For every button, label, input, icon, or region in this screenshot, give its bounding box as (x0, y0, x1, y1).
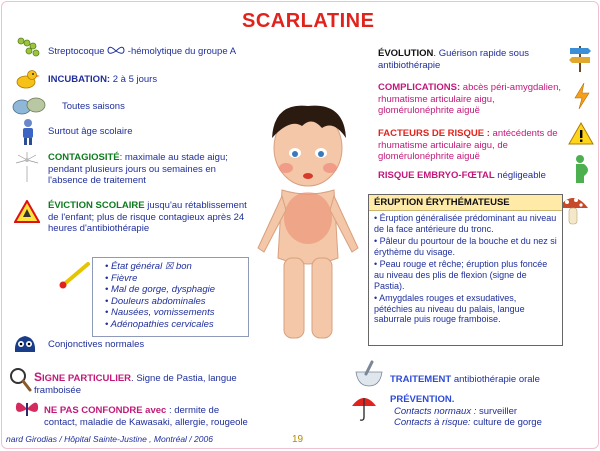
complications-value: abcès péri-amygdalien, rhumatisme articulaire aigu, glomérulonéphrite aiguë (378, 82, 562, 116)
symptom-item: • Adénopathies cervicales (105, 319, 248, 331)
agent-rest: -hémolytique du groupe A (127, 46, 237, 57)
eruption-item: • Éruption généralisée prédominant au niveau de la face antérieure du tronc. (374, 213, 557, 234)
symptom-item: • État général ☒ bon (105, 261, 248, 273)
age-text: Surtout âge scolaire (48, 126, 133, 137)
contagion-text (48, 152, 253, 187)
prevention-risk-label: Contacts à risque: (394, 417, 471, 428)
eviction-text (48, 200, 253, 235)
page-number: 19 (292, 434, 304, 445)
beta-butterfly-icon (107, 46, 125, 56)
evolution-label: ÉVOLUTION (378, 48, 434, 59)
season-text: Toutes saisons (62, 101, 125, 112)
embryo-risk-value: négligeable (494, 170, 546, 181)
mortar-pestle-icon (352, 360, 386, 390)
particular-value: . Signe de Pastia, langue framboisée (34, 373, 237, 396)
incubation-value: 2 à 5 jours (112, 74, 158, 85)
prevention-normal (390, 406, 590, 418)
particular-cap: S (34, 370, 43, 384)
child-figure (242, 98, 374, 350)
duck-icon (14, 68, 40, 90)
complications-text (378, 82, 570, 117)
seasons-icon (12, 94, 46, 116)
treatment-value: antibiothérapie orale (451, 374, 540, 385)
symptoms-list (93, 261, 248, 330)
streptococcus-icon (16, 36, 44, 58)
symptom-item: • Nausées, vomissements (105, 307, 248, 319)
eruption-title: ÉRUPTION ÉRYTHÉMATEUSE (369, 195, 562, 211)
evolution-value: . Guérison rapide sous antibiothérapie (378, 48, 530, 71)
eruption-item: • Amygdales rouges et exsudatives, pétéchies au niveau du palais, langue saburrale puis rouge framboise. (374, 293, 557, 325)
warning-triangle-icon (568, 122, 594, 146)
incubation-label: INCUBATION: (48, 74, 111, 85)
symptom-item: • Douleurs abdominales (105, 296, 248, 308)
confuse-text (44, 405, 254, 428)
prevention-label: PRÉVENTION. (390, 394, 455, 405)
particular-label: IGNE PARTICULIER (42, 373, 132, 384)
dandelion-icon (14, 152, 40, 182)
treatment-label: TRAITEMENT (390, 374, 452, 385)
confuse-value: : dermite de contact, maladie de Kawasaki, allergie, rougeole (44, 405, 248, 428)
page (1, 1, 599, 449)
umbrella-icon (350, 392, 378, 422)
particular-sign-text (34, 372, 249, 396)
magnifier-icon (8, 366, 32, 392)
eye-creature-icon (12, 332, 38, 356)
pregnancy-icon (570, 154, 592, 184)
eruption-list (369, 211, 562, 329)
agent-text (48, 46, 248, 58)
eviction-value: jusqu'au rétablissement de l'enfant; plus de risque contagieux après 24 heures d'antibiothérapie (48, 200, 247, 234)
embryo-risk-text (378, 170, 570, 182)
footer-credit: nard Girodias / Hôpital Sainte-Justine , Montréal / 2006 (6, 434, 213, 444)
butterfly-icon (14, 398, 40, 420)
prevention-normal-label: Contacts normaux : (394, 405, 477, 417)
complications-label: COMPLICATIONS: (378, 82, 461, 93)
eruption-item: • Peau rouge et rêche; éruption plus foncée au niveau des plis de flexion (signe de Pastia). (374, 259, 557, 291)
treatment-text (390, 374, 590, 386)
risk-factors-value: antécédents de rhumatisme articulaire aigu, de glomérulonéphrite aiguë (378, 128, 558, 162)
symptom-item: • Fièvre (105, 273, 248, 285)
symptoms-box (92, 257, 249, 337)
risk-factors-text (378, 128, 570, 163)
thermometer-icon (58, 260, 92, 290)
incubation-text (48, 74, 248, 86)
conjunctiva-text: Conjonctives normales (48, 339, 145, 350)
eruption-item: • Pâleur du pourtour de la bouche et du nez si érythème du visage. (374, 236, 557, 257)
eviction-label: ÉVICTION SCOLAIRE (48, 200, 145, 211)
contagion-label: CONTAGIOSITÉ (48, 152, 120, 163)
prevention-risk (390, 417, 590, 429)
prevention-block (390, 394, 590, 429)
agent-label: Streptocoque (48, 46, 105, 57)
prevention-normal-value: surveiller (476, 405, 518, 417)
symptom-item: • Mal de gorge, dysphagie (105, 284, 248, 296)
confuse-label: NE PAS CONFONDRE avec (44, 405, 167, 416)
contagion-value: : maximale au stade aigu; pendant plusieurs jours ou semaines en l'absence de traitement (48, 152, 228, 186)
page-title: SCARLATINE (242, 10, 375, 32)
risk-factors-label: FACTEURS DE RISQUE : (378, 128, 490, 139)
signpost-icon (568, 42, 592, 72)
evolution-text (378, 48, 568, 71)
eruption-box (368, 194, 563, 346)
prevention-risk-value: culture de gorge (470, 417, 542, 428)
lightning-icon (572, 82, 592, 110)
embryo-risk-label: RISQUE EMBRYO-FŒTAL (378, 170, 495, 181)
warning-road-sign-icon (14, 200, 40, 224)
child-icon (18, 118, 38, 146)
